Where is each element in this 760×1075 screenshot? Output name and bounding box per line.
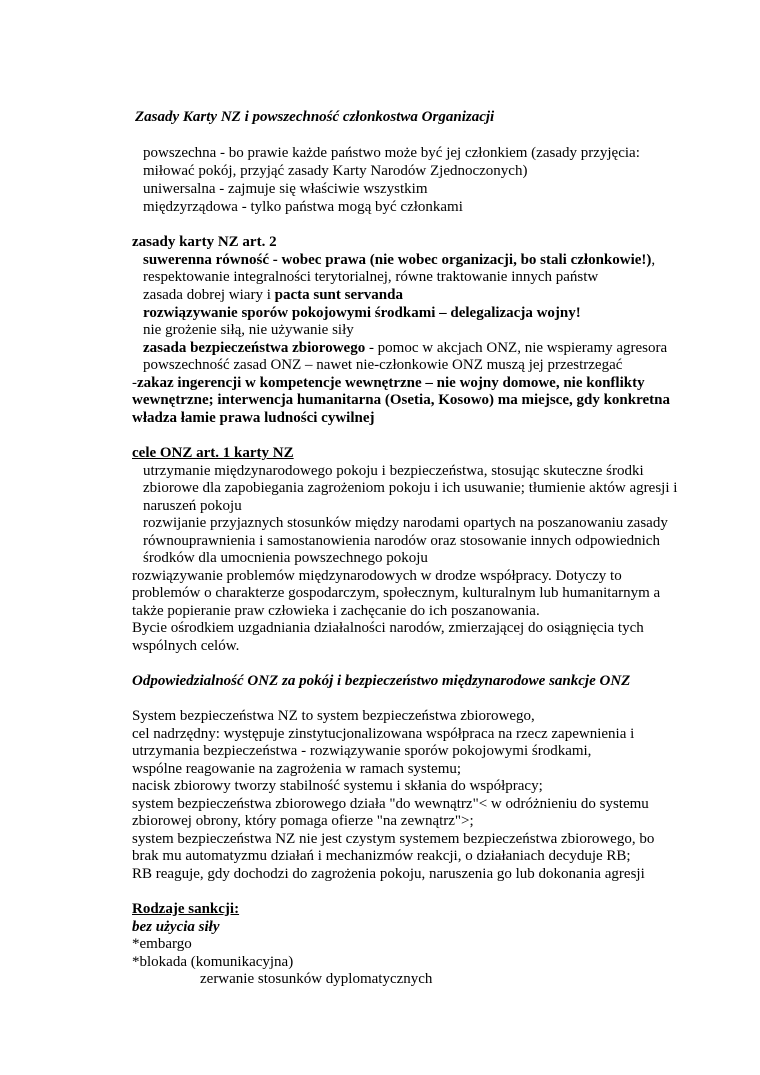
section1-line: powszechna - bo prawie każde państwo może być jej członkiem (zasady przyjęcia: [143,145,640,161]
section4-heading: Odpowiedzialność ONZ za pokój i bezpieczeństwo międzynarodowe sankcje ONZ [132,673,631,689]
section2-line-8-pre: - [132,375,137,391]
section5-line: zerwanie stosunków dyplomatycznych [200,971,433,987]
section2-heading: zasady karty NZ art. 2 [132,234,277,250]
section2-line-6-rest: - pomoc w akcjach ONZ, nie wspieramy agresora [365,340,668,356]
section2-line-6-bold: zasada bezpieczeństwa zbiorowego [143,340,366,356]
section1-line: międzyrządowa - tylko państwa mogą być członkami [143,199,463,215]
section3-line: Bycie ośrodkiem uzgadniania działalności narodów, zmierzającej do osiągnięcia tych [132,620,644,636]
section4-line: nacisk zbiorowy tworzy stabilność systemu i skłania do współpracy; [132,778,543,794]
section4-line: brak mu automatyzmu działań i mechanizmów reakcji, o działaniach decyduje RB; [132,848,631,864]
section4-line: cel nadrzędny: występuje zinstytucjonalizowana współpraca na rzecz zapewnienia i [132,726,635,742]
section5-line: *embargo [132,936,192,952]
section4-line: wspólne reagowanie na zagrożenia w ramach systemu; [132,761,462,777]
section4-line: system bezpieczeństwa zbiorowego działa "do wewnątrz"< w odróżnieniu do systemu [132,796,649,812]
section3-line: utrzymanie międzynarodowego pokoju i bezpieczeństwa, stosując skuteczne środki [143,463,644,479]
section2-line-8-rest: – nie wojny domowe, nie konflikty [421,375,645,391]
section3-line: zbiorowe dla zapobiegania zagrożeniom pokoju i ich usuwanie; tłumienie aktów agresji i [143,480,678,496]
section2-line-2: respektowanie integralności terytorialnej, równe traktowanie innych państw [143,269,599,285]
section2-line-1-tail: , [651,252,656,268]
section3-line: problemów o charakterze gospodarczym, społecznym, kulturalnym lub humanitarnym a [132,585,661,601]
section5-heading: Rodzaje sankcji: [132,901,240,917]
section2-line-5: nie grożenie siłą, nie używanie siły [143,322,354,338]
section2-line-6 [143,340,667,358]
section5-line: *blokada (komunikacyjna) [132,954,294,970]
section5-subheading: bez użycia siły [132,919,220,935]
section2-line-1-bold: suwerenna równość - wobec prawa (nie wobec organizacji, bo stali członkowie!) [143,252,652,268]
section3-line: rozwiązywanie problemów międzynarodowych w drodze współpracy. Dotyczy to [132,568,622,584]
section4-line: utrzymania bezpieczeństwa - rozwiązywanie sporów pokojowymi środkami, [132,743,592,759]
section4-line: zbiorowej obrony, który pomaga ofierze "na zewnątrz">; [132,813,474,829]
section3-heading: cele ONZ art. 1 karty NZ [132,445,294,461]
section2-line-7: powszechność zasad ONZ – nawet nie-członkowie ONZ muszą jej przestrzegać [143,357,623,373]
section4-line: System bezpieczeństwa NZ to system bezpieczeństwa zbiorowego, [132,708,535,724]
section2-line-10: władza łamie prawa ludności cywilnej [132,410,375,426]
section4-line: system bezpieczeństwa NZ nie jest czystym systemem bezpieczeństwa zbiorowego, bo [132,831,655,847]
section3-line: środków dla umocnienia powszechnego pokoju [143,550,428,566]
section4-line: RB reaguje, gdy dochodzi do zagrożenia pokoju, naruszenia go lub dokonania agresji [132,866,645,882]
section1-heading: Zasady Karty NZ i powszechność członkostwa Organizacji [135,109,495,125]
section2-line-9: wewnętrzne; interwencja humanitarna (Osetia, Kosowo) ma miejsce, gdy konkretna [132,392,670,408]
section2-line-3-pre: zasada dobrej wiary i [143,287,275,303]
section2-line-3 [143,287,403,305]
section3-line: naruszeń pokoju [143,498,242,514]
section2-line-8 [132,375,645,393]
section1-line: miłować pokój, przyjąć zasady Karty Narodów Zjednoczonych) [143,163,528,179]
section3-line: także popieranie praw człowieka i zachęcanie do ich poszanowania. [132,603,540,619]
section2-line-8-bold: zakaz ingerencji w kompetencje wewnętrzne [137,375,422,391]
section2-line-4: rozwiązywanie sporów pokojowymi środkami – delegalizacja wojny! [143,305,581,321]
section1-line: uniwersalna - zajmuje się właściwie wszystkim [143,181,428,197]
section2-line-3-bold: pacta sunt servanda [274,287,403,303]
section3-line: wspólnych celów. [132,638,240,654]
section3-line: równouprawnienia i samostanowienia narodów oraz stosowanie innych odpowiednich [143,533,660,549]
section3-line: rozwijanie przyjaznych stosunków między narodami opartych na poszanowaniu zasady [143,515,668,531]
section2-line-1 [143,252,655,270]
